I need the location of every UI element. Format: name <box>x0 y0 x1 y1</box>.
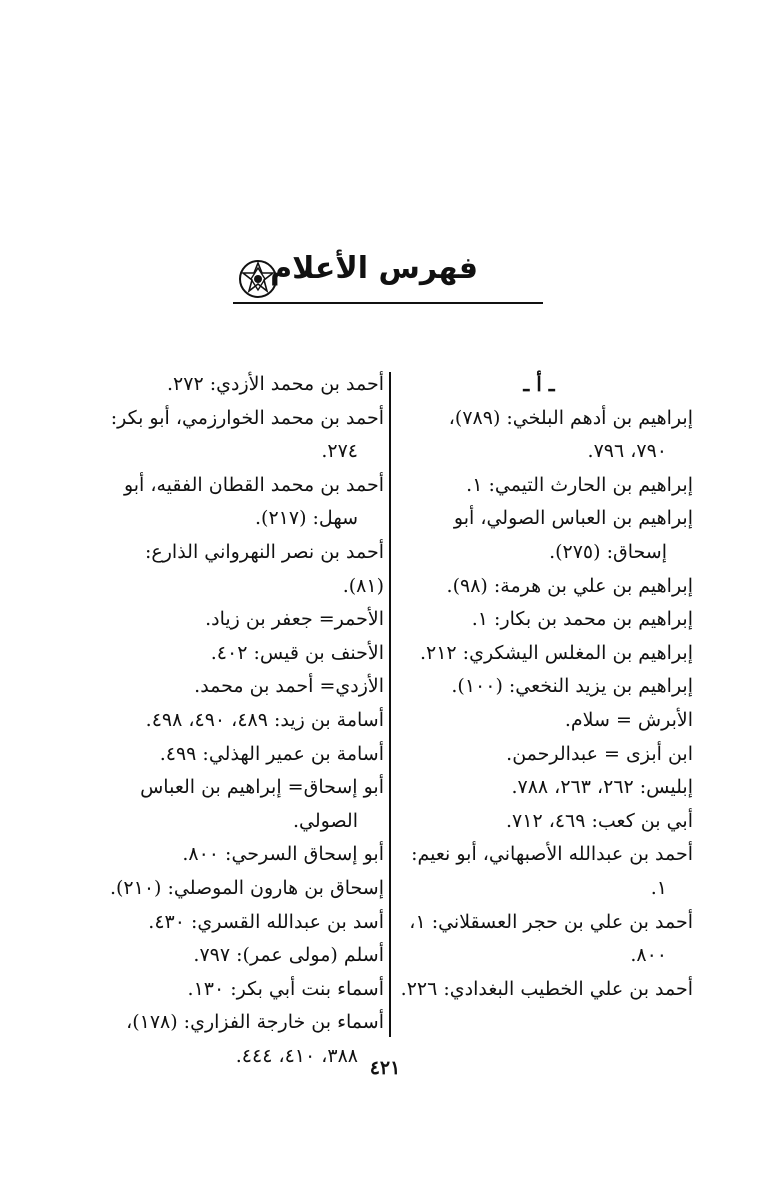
index-entry: إبليس: ٢٦٢، ٢٦٣، ٧٨٨. <box>511 776 693 799</box>
index-entry: إبراهيم بن محمد بن بكار: ١. <box>471 608 693 631</box>
index-entry: أحمد بن محمد الأزدي: ٢٧٢. <box>167 373 384 395</box>
index-entry: أبو إسحاق السرحي: ٨٠٠. <box>182 843 384 866</box>
index-column-right <box>385 368 693 1006</box>
index-entry: أحمد بن نصر النهرواني الذارع: (٨١). <box>145 540 384 597</box>
index-entry: أحمد بن علي الخطيب البغدادي: ٢٢٦. <box>400 977 693 1000</box>
index-entry: إبراهيم بن العباس الصولي، أبو إسحاق: (٢٧٥). <box>453 507 693 563</box>
letter-heading: ـ أ ـ <box>523 372 555 396</box>
page-title: فهرس الأعلام <box>270 251 478 286</box>
title-underline <box>233 302 543 304</box>
index-entry: أحمد بن علي بن حجر العسقلاني: ١، ٨٠٠. <box>409 910 693 967</box>
index-header <box>228 245 546 307</box>
index-entry: الأزدي= أحمد بن محمد. <box>194 675 384 698</box>
star-ornament-icon <box>238 259 278 299</box>
index-entry: أحمد بن محمد القطان الفقيه، أبو سهل: (٢١٧). <box>123 473 384 530</box>
index-entry: إبراهيم بن الحارث التيمي: ١. <box>466 473 693 496</box>
index-entry: أحمد بن عبدالله الأصبهاني، أبو نعيم: ١. <box>411 843 693 899</box>
index-entry: إبراهيم بن علي بن هرمة: (٩٨). <box>446 574 693 597</box>
column-divider <box>389 372 391 1037</box>
index-entry: إبراهيم بن يزيد النخعي: (١٠٠). <box>451 675 693 698</box>
index-entry: أسامة بن زيد: ٤٨٩، ٤٩٠، ٤٩٨. <box>145 708 384 731</box>
page-number: ٤٢١ <box>369 1057 401 1079</box>
index-entry: أبو إسحاق= إبراهيم بن العباس الصولي. <box>140 776 384 832</box>
index-entry: أسلم (مولى عمر): ٧٩٧. <box>193 944 384 967</box>
index-entry: أحمد بن محمد الخوارزمي، أبو بكر: ٢٧٤. <box>110 406 384 463</box>
index-entry: أبي بن كعب: ٤٦٩، ٧١٢. <box>505 809 693 832</box>
index-entry: أسامة بن عمير الهذلي: ٤٩٩. <box>159 742 384 765</box>
index-entry: إبراهيم بن المغلس اليشكري: ٢١٢. <box>419 641 693 664</box>
index-entry: أسماء بن خارجة الفزاري: (١٧٨)، ٣٨٨، ٤١٠، ٤٤٤. <box>126 1011 384 1067</box>
index-entry: ابن أبزى = عبدالرحمن. <box>506 742 693 765</box>
index-entry: أسد بن عبدالله القسري: ٤٣٠. <box>148 910 384 933</box>
index-entry: أسماء بنت أبي بكر: ١٣٠. <box>187 977 384 1000</box>
index-entry: الأحمر= جعفر بن زياد. <box>205 608 384 631</box>
index-entry: إبراهيم بن أدهم البلخي: (٧٨٩)، ٧٩٠، ٧٩٦. <box>448 406 693 463</box>
index-column-left <box>109 368 384 1073</box>
index-entry: الأحنف بن قيس: ٤٠٢. <box>210 641 384 664</box>
index-entry: إسحاق بن هارون الموصلي: (٢١٠). <box>109 876 384 899</box>
index-entry: الأبرش = سلام. <box>564 708 693 731</box>
